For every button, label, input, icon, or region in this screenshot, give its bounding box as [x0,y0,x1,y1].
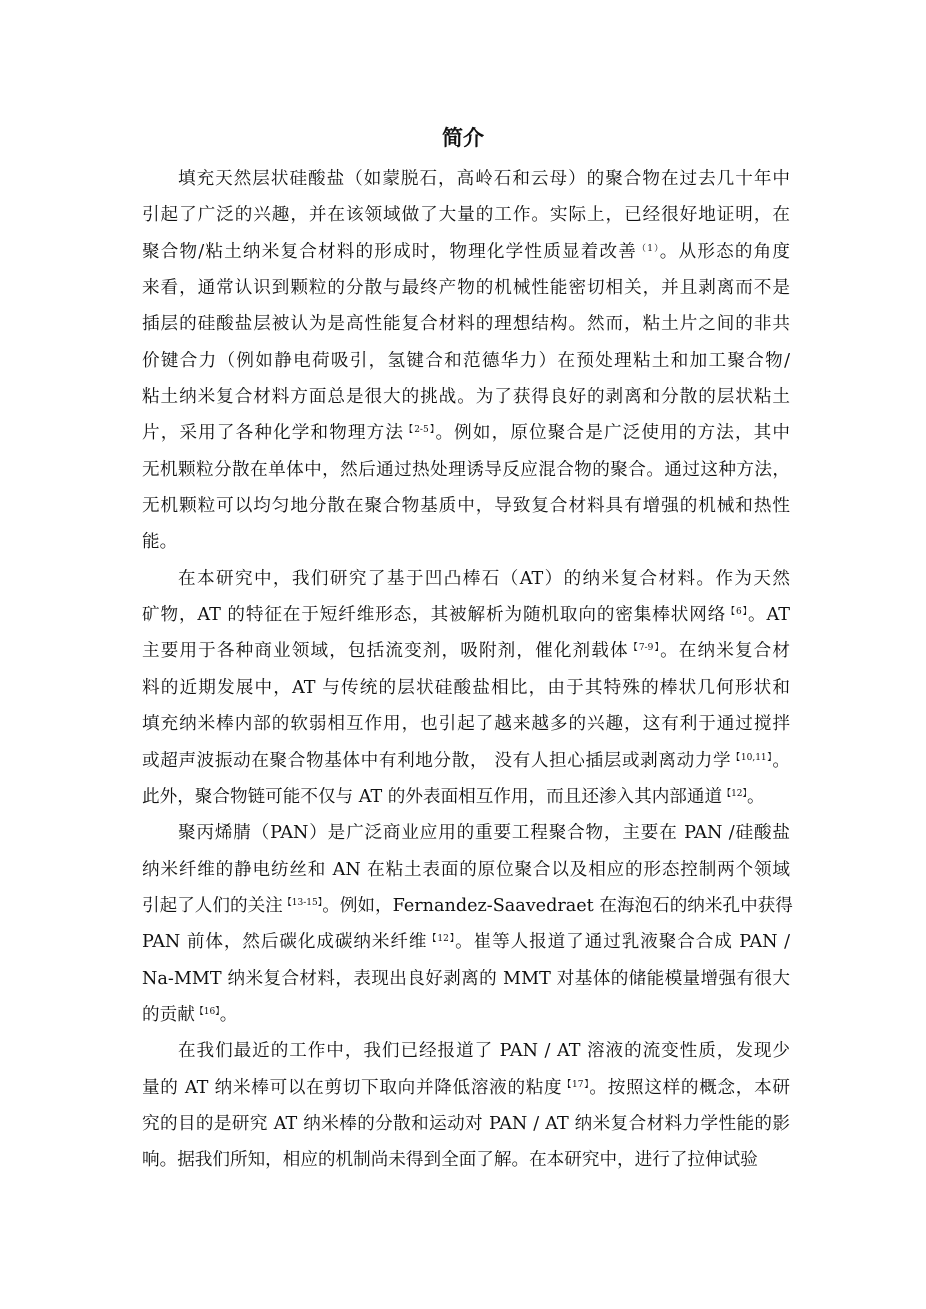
text-line [142,234,790,270]
text-line [142,561,790,597]
text-line [142,670,790,706]
text-run: 聚丙烯腈（PAN）是广泛商业应用的重要工程聚合物，主要在 PAN /硅酸盐 [178,823,790,844]
text-run: 片，采用了各种化学和物理方法 [142,423,405,444]
citation-mark: 【12】 [722,788,748,799]
text-run: 插层的硅酸盐层被认为是高性能复合材料的理想结构。然而，粘土片之间的非共 [142,314,790,335]
text-run: 主要用于各种商业领域，包括流变剂，吸附剂，催化剂载体 [142,641,629,662]
section-title: 简介 [442,126,484,150]
text-run: 此外，聚合物链可能不仅与 AT 的外表面相互作用，而且还渗入其内部通道 [142,786,723,807]
citation-mark: 【6】 [726,607,749,618]
text-line [142,779,790,815]
citation-mark: 【10,11】 [731,752,773,763]
text-line [142,415,790,451]
text-run: 。 [747,786,765,807]
text-line [142,924,790,960]
paragraph [142,815,793,1033]
text-run: 或超声波振动在聚合物基体中有利地分散， 没有人担心插层或剥离动力学 [142,750,732,771]
text-run: 。例如，原位聚合是广泛使用的方法，其中 [435,423,790,444]
text-run: 引起了人们的关注 [142,895,283,916]
text-line [142,379,790,415]
citation-mark: （1） [637,243,660,254]
text-run: 。 [772,750,791,771]
text-line [142,197,790,233]
text-run: 料的近期发展中，AT 与传统的层状硅酸盐相比，由于其特殊的棒状几何形状和 [142,677,790,698]
text-line [142,743,790,779]
text-run: 。 [219,1004,238,1025]
citation-mark: 【16】 [194,1006,220,1017]
text-run: 填充纳米棒内部的软弱相互作用，也引起了越来越多的兴趣，这有利于通过搅拌 [142,714,790,735]
text-line [142,597,790,633]
text-run: 响。据我们所知，相应的机制尚未得到全面了解。在本研究中，进行了拉伸试验 [142,1150,758,1171]
text-run: 无机颗粒可以均匀地分散在聚合物基质中，导致复合材料具有增强的机械和热性 [142,496,790,517]
text-line [142,1033,790,1069]
paragraph [142,561,790,815]
text-line [142,270,790,306]
citation-mark: 【2-5】 [404,425,436,436]
text-line [142,1106,790,1142]
text-run: 纳米纤维的静电纺丝和 AN 在粘土表面的原位聚合以及相应的形态控制两个领域 [142,859,790,880]
citation-mark: 【13-15】 [282,897,323,908]
text-line [142,488,790,524]
paragraph [142,161,790,561]
text-line [142,815,790,851]
text-line [142,997,790,1033]
text-run: 。崔等人报道了通过乳液聚合合成 PAN / [455,932,791,953]
text-run: 来看，通常认识到颗粒的分散与最终产物的机械性能密切相关，并且剥离而不是 [142,278,790,299]
text-run: 。AT [748,605,790,626]
citation-mark: 【17】 [562,1079,590,1090]
text-line [142,888,793,924]
paragraph [142,1033,790,1178]
text-run: 填充天然层状硅酸盐（如蒙脱石，高岭石和云母）的聚合物在过去几十年中 [178,169,790,189]
text-run: 。按照这样的概念，本研 [589,1077,790,1098]
text-line [142,452,790,488]
citation-mark: 【12】 [427,934,456,945]
text-run: 。从形态的角度 [659,241,790,262]
text-run: 究的目的是研究 AT 纳米棒的分散和运动对 PAN / AT 纳米复合材料力学性能的影 [142,1113,790,1134]
text-line [142,306,790,342]
text-line [142,524,790,560]
text-run: PAN 前体，然后碳化成碳纳米纤维 [142,932,428,953]
text-run: 聚合物/粘土纳米复合材料的形成时，物理化学性质显着改善 [142,241,638,262]
text-run: 无机颗粒分散在单体中，然后通过热处理诱导反应混合物的聚合。通过这种方法， [142,459,790,480]
text-line [142,633,790,669]
text-run: 粘土纳米复合材料方面总是很大的挑战。为了获得良好的剥离和分散的层状粘土 [142,387,790,408]
citation-mark: 【7-9】 [628,643,661,654]
text-line [142,161,790,197]
text-line [142,1142,790,1178]
text-run: 引起了广泛的兴趣，并在该领域做了大量的工作。实际上，已经很好地证明，在 [142,205,790,226]
body-text [142,161,793,1179]
text-run: 能。 [142,532,178,553]
text-run: 量的 AT 纳米棒可以在剪切下取向并降低溶液的粘度 [142,1077,563,1098]
text-run: 。在纳米复合材 [660,641,790,662]
text-run: Na-MMT 纳米复合材料，表现出良好剥离的 MMT 对基体的储能模量增强有很大 [142,968,790,989]
text-run: 在本研究中，我们研究了基于凹凸棒石（AT）的纳米复合材料。作为天然 [178,568,790,589]
text-line [142,706,790,742]
text-line [142,961,790,997]
text-run: 矿物，AT 的特征在于短纤维形态，其被解析为随机取向的密集棒状网络 [142,605,727,626]
text-run: 价键合力（例如静电荷吸引，氢键合和范德华力）在预处理粘土和加工聚合物/ [142,350,790,371]
text-line [142,1070,790,1106]
text-run: 在我们最近的工作中，我们已经报道了 PAN / AT 溶液的流变性质，发现少 [178,1041,790,1062]
text-line [142,343,790,379]
text-run: 的贡献 [142,1004,195,1025]
text-line [142,852,790,888]
text-run: 。例如，Fernandez-Saavedraet 在海泡石的纳米孔中获得 [322,895,793,916]
